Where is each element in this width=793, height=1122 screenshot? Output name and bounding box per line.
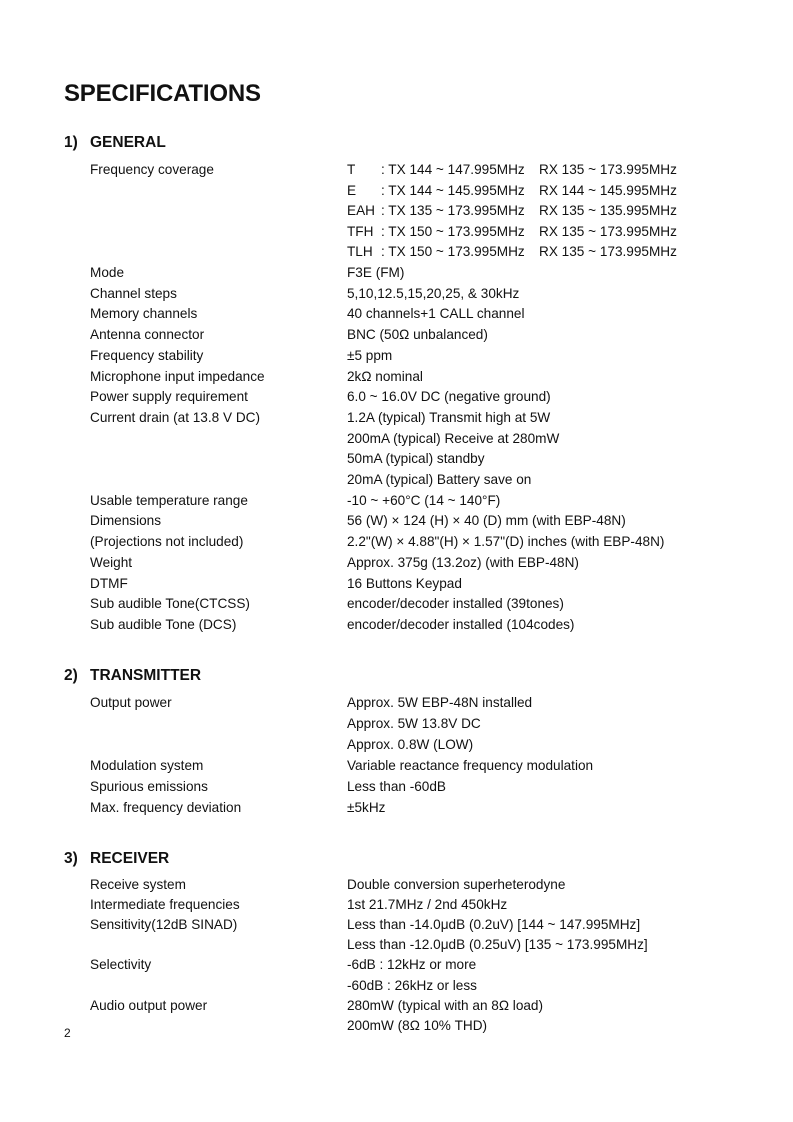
frequency-rx: RX 135 ~ 173.995MHz <box>539 162 677 177</box>
spec-label: Max. frequency deviation <box>90 800 242 815</box>
frequency-tx: : TX 144 ~ 145.995MHz <box>381 182 525 198</box>
spec-value: Variable reactance frequency modulation <box>347 758 594 773</box>
spec-value: encoder/decoder installed (39tones) <box>347 596 564 612</box>
frequency-row <box>347 203 677 218</box>
spec-value: 16 Buttons Keypad <box>347 575 462 591</box>
spec-value: 5,10,12.5,15,20,25, & 30kHz <box>347 285 520 301</box>
spec-label: Spurious emissions <box>90 779 208 794</box>
section-number: 2) <box>64 667 78 684</box>
spec-label: Microphone input impedance <box>90 368 265 384</box>
spec-value: Approx. 5W EBP-48N installed <box>347 695 533 710</box>
spec-value: encoder/decoder installed (104codes) <box>347 616 575 632</box>
spec-label: Antenna connector <box>90 327 205 343</box>
frequency-rx: RX 135 ~ 135.995MHz <box>539 203 677 219</box>
spec-label: Current drain (at 13.8 V DC) <box>90 409 260 425</box>
frequency-rx: RX 135 ~ 173.995MHz <box>539 244 677 260</box>
spec-value: F3E (FM) <box>347 265 405 280</box>
spec-value: Less than -12.0μdB (0.25uV) [135 ~ 173.995MHz] <box>347 937 648 953</box>
frequency-row <box>347 224 677 239</box>
frequency-model: TFH <box>347 223 374 239</box>
spec-value: Less than -14.0μdB (0.2uV) [144 ~ 147.995MHz] <box>347 917 641 933</box>
spec-label: Intermediate frequencies <box>90 897 240 913</box>
spec-label: Sensitivity(12dB SINAD) <box>90 917 238 933</box>
frequency-tx: : TX 150 ~ 173.995MHz <box>381 244 525 260</box>
spec-value: -60dB : 26kHz or less <box>347 977 477 993</box>
spec-label: Modulation system <box>90 758 204 773</box>
frequency-tx: : TX 135 ~ 173.995MHz <box>381 203 525 219</box>
frequency-tx: : TX 150 ~ 173.995MHz <box>381 223 525 239</box>
frequency-model: EAH <box>347 203 375 219</box>
spec-value: -10 ~ +60°C (14 ~ 140°F) <box>347 492 501 508</box>
spec-value: ±5kHz <box>347 800 386 815</box>
spec-value: 50mA (typical) standby <box>347 451 485 467</box>
spec-value: 2.2"(W) × 4.88"(H) × 1.57"(D) inches (with EBP-48N) <box>347 534 665 550</box>
frequency-row <box>347 162 677 177</box>
section-title: GENERAL <box>90 134 166 151</box>
spec-value: 1.2A (typical) Transmit high at 5W <box>347 409 551 425</box>
section-general-heading <box>64 134 166 152</box>
spec-label: Power supply requirement <box>90 389 248 405</box>
spec-value: Approx. 0.8W (LOW) <box>347 737 474 752</box>
frequency-model: E <box>347 182 357 198</box>
spec-value: Double conversion superheterodyne <box>347 877 566 892</box>
spec-label: Weight <box>90 554 133 570</box>
frequency-model: TLH <box>347 244 373 260</box>
spec-value: 200mW (8Ω 10% THD) <box>347 1017 488 1033</box>
frequency-row <box>347 183 677 198</box>
section-transmitter-heading <box>64 667 201 685</box>
spec-label: Audio output power <box>90 997 208 1013</box>
spec-label: Usable temperature range <box>90 492 248 508</box>
spec-value: Less than -60dB <box>347 779 446 794</box>
section-receiver-heading <box>64 850 169 868</box>
section-number: 3) <box>64 850 78 867</box>
frequency-row <box>347 244 677 259</box>
spec-label: Sub audible Tone (DCS) <box>90 616 237 632</box>
spec-label: Frequency stability <box>90 347 204 363</box>
spec-value: 200mA (typical) Receive at 280mW <box>347 430 560 446</box>
spec-label: Output power <box>90 695 172 710</box>
section-title: TRANSMITTER <box>90 667 202 684</box>
section-title: RECEIVER <box>90 850 170 867</box>
spec-label: Selectivity <box>90 957 152 973</box>
spec-label: Dimensions <box>90 513 162 529</box>
page-title: SPECIFICATIONS <box>64 80 261 107</box>
spec-value: ±5 ppm <box>347 347 393 363</box>
frequency-model: T <box>347 162 356 177</box>
spec-label: Memory channels <box>90 306 198 322</box>
spec-value: 40 channels+1 CALL channel <box>347 306 525 322</box>
frequency-rx: RX 144 ~ 145.995MHz <box>539 182 677 198</box>
spec-value: Approx. 5W 13.8V DC <box>347 716 481 731</box>
spec-value: Approx. 375g (13.2oz) (with EBP-48N) <box>347 554 579 570</box>
spec-label: Mode <box>90 265 125 280</box>
spec-value: 6.0 ~ 16.0V DC (negative ground) <box>347 389 551 405</box>
spec-value: 1st 21.7MHz / 2nd 450kHz <box>347 897 508 913</box>
spec-value: 2kΩ nominal <box>347 368 423 384</box>
frequency-rx: RX 135 ~ 173.995MHz <box>539 223 677 239</box>
page-number: 2 <box>64 1026 71 1040</box>
spec-label: DTMF <box>90 575 128 591</box>
spec-label: Frequency coverage <box>90 162 214 177</box>
spec-label: Receive system <box>90 877 186 892</box>
section-number: 1) <box>64 134 78 151</box>
spec-label: (Projections not included) <box>90 534 244 550</box>
frequency-tx: : TX 144 ~ 147.995MHz <box>381 162 525 177</box>
spec-value: 280mW (typical with an 8Ω load) <box>347 997 544 1013</box>
spec-value: 56 (W) × 124 (H) × 40 (D) mm (with EBP-48N) <box>347 513 626 529</box>
spec-value: BNC (50Ω unbalanced) <box>347 327 488 343</box>
spec-label: Sub audible Tone(CTCSS) <box>90 596 250 612</box>
spec-value: -6dB : 12kHz or more <box>347 957 477 973</box>
spec-label: Channel steps <box>90 285 177 301</box>
spec-value: 20mA (typical) Battery save on <box>347 472 532 487</box>
